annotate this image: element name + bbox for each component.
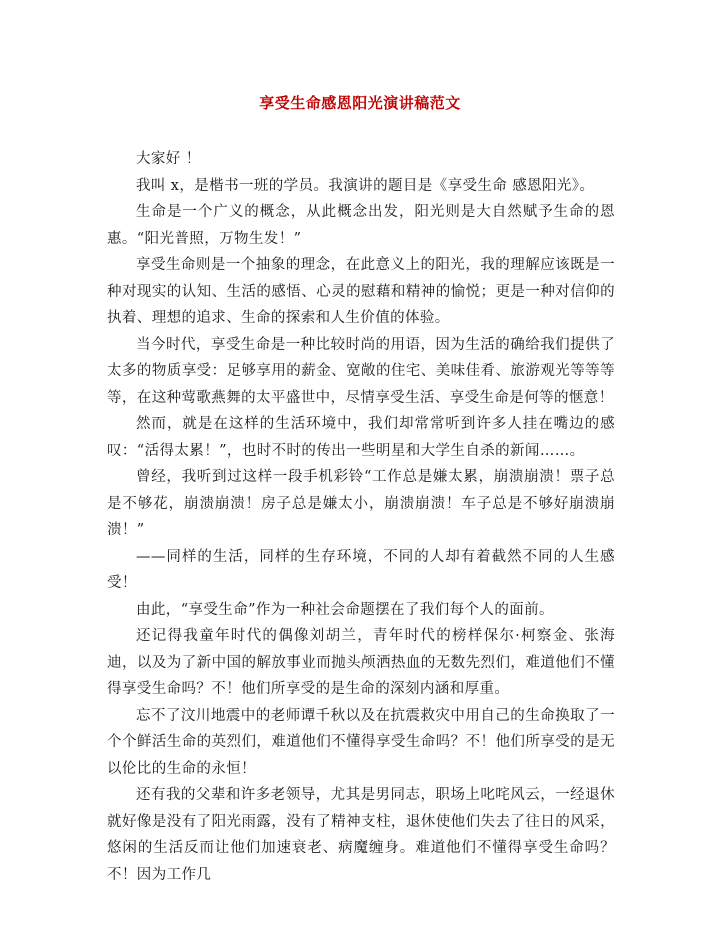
paragraph-enjoy-life: 享受生命则是一个抽象的理念，在此意义上的阳光，我的理解应该既是一种对现实的认知、生活的感悟、心灵的慰藉和精神的愉悦；更是一种对信仰的执着、理想的追求、生命的探索和人生价值的体验。 xyxy=(107,257,615,326)
document-title: 享受生命感恩阳光演讲稿范文 xyxy=(259,94,461,112)
paragraph-however: 然而，就是在这样的生活环境中，我们却常常听到许多人挂在嘴边的感叹：“活得太累！”，也时不时的传出一些明星和大学生自杀的新闻……。 xyxy=(107,416,615,459)
paragraph-life-concept: 生命是一个广义的概念，从此概念出发，阳光则是大自然赋予生命的恩惠。“阳光普照，万物生发！” xyxy=(107,204,615,247)
paragraph-elders: 还有我的父辈和许多老领导，尤其是男同志，职场上叱咤风云，一经退休就好像是没有了阳光雨露，没有了精神支柱，退休使他们失去了往日的风采，悠闲的生活反而让他们加速衰老、病魔缠身。难道他们不懂得享受生命吗？不！因为工作几 xyxy=(107,787,615,883)
document-body xyxy=(107,146,615,888)
paragraph-introduction: 我叫 x，是楷书一班的学员。我演讲的题目是《享受生命 感恩阳光》。 xyxy=(136,177,595,194)
paragraph-same-life: ——同样的生活，同样的生存环境，不同的人却有着截然不同的人生感受！ xyxy=(107,548,615,591)
paragraph-childhood-idols: 还记得我童年时代的偶像刘胡兰，青年时代的榜样保尔·柯察金、张海迪，以及为了新中国的解放事业而抛头颅洒热血的无数先烈们，难道他们不懂得享受生命吗？不！他们所享受的是生命的深刻内涵和厚重。 xyxy=(107,628,615,697)
paragraph-social-topic: 由此，“享受生命”作为一种社会命题摆在了我们每个人的面前。 xyxy=(136,601,554,618)
paragraph-modern-times: 当今时代，享受生命是一种比较时尚的用语，因为生活的确给我们提供了太多的物质享受：足够享用的薪金、宽敞的住宅、美味佳肴、旅游观光等等等等，在这种莺歌燕舞的太平盛世中，尽情享受生活、享受生命是何等的惬意！ xyxy=(107,336,615,406)
paragraph-ringtone: 曾经，我听到过这样一段手机彩铃“工作总是嫌太累，崩溃崩溃！票子总是不够花，崩溃崩溃！房子总是嫌太小，崩溃崩溃！车子总是不够好崩溃崩溃！” xyxy=(107,469,615,538)
paragraph-greeting: 大家好 ！ xyxy=(136,151,201,167)
paragraph-wenchuan: 忘不了汶川地震中的老师谭千秋以及在抗震救灾中用自己的生命换取了一个个鲜活生命的英烈们，难道他们不懂得享受生命吗？不！他们所享受的是无以伦比的生命的永恒！ xyxy=(107,707,615,777)
